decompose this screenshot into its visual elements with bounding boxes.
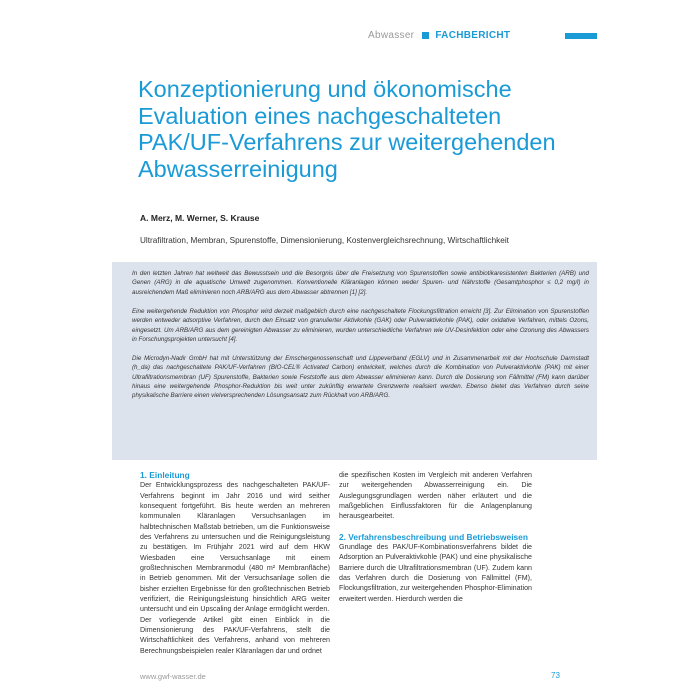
body-column-left [140,470,330,656]
running-header [368,30,510,41]
abstract-box [112,262,597,460]
abstract-paragraph: Die Microdyn-Nadir GmbH hat mit Unterstützung der Emschergenossenschaft und Lippeverband (EGLV) und in Zusammenarbeit mit der Hochschule Darmstadt (h_da) das nachgeschaltete PAK/UF-Verfahren (BIO-CEL® Activated Carbon) entwickelt, welches durch die Kombination von Pulveraktivkohle (PAK) mit einer Ultrafiltrationsmembran (UF) Spurenstoffe, Bakterien sowie Feststoffe aus dem Abwasser eliminieren kann. Durch die Dosierung von Fällmittel (FM) kann darüber hinaus eine weitergehende Phosphor-Reduktion bis weit unter zukünftig erwartete Grenzwerte realisiert werden. Ebenso bietet das Verfahren durch seine physikalische Barriere einen vielversprechenden Lösungsansatz zum Rückhalt von ARB/ARG. [132,354,589,400]
abstract-paragraph: Eine weitergehende Reduktion von Phosphor wird derzeit maßgeblich durch eine nachgeschaltete Flockungsfiltration erreicht [3]. Zur Elimination von Spurenstoffen werden entweder adsorptive Verfahren, durch den Einsatz von granulierter Aktivkohle (GAK) oder Pulveraktivkohle (PAK), oder oxidative Verfahren, mittels Ozons, eingesetzt. Um ARB/ARG aus dem gereinigten Abwasser zu eliminieren, wurden unterschiedliche Verfahren wie UV-Desinfektion oder eine Ozonung des Abwassers in Forschungsprojekten untersucht [4]. [132,307,589,343]
page-number: 73 [551,671,560,680]
body-paragraph-continued: die spezifischen Kosten im Vergleich mit anderen Verfahren zur weitergehenden Abwasserreinigung ein. Die Auslegungsgrundlagen werden näher erläutert und die maßgeblichen Einflussfaktoren für die Anlagenplanung herausgearbeitet. [339,471,532,521]
keywords: Ultrafiltration, Membran, Spurenstoffe, Dimensionierung, Kostenvergleichsrechnung, Wirtschaftlichkeit [140,236,509,245]
column-spacer [339,522,532,532]
body-paragraph: Grundlage des PAK/UF-Kombinationsverfahrens bildet die Adsorption an Pulveraktivkohle (PAK) und eine physikalische Barriere durch die Ultrafiltrationsmembran (UF). Zudem kann das Verfahren durch die Dosierung von Fällmittel (FM), Flockungsfiltration, zur weitergehenden Phosphor-Elimination erweitert werden. Hierdurch werden die [339,543,532,603]
footer-url: www.gwf-wasser.de [140,672,206,681]
header-section: Abwasser [368,30,415,41]
header-accent-bar [565,33,597,39]
body-column-right [339,470,532,604]
body-paragraph [140,615,330,656]
body-paragraph: Der Entwicklungsprozess des nachgeschalteten PAK/UF-Verfahrens beginnt im Jahr 2016 und wird seither konsequent fortgeführt. Bis heute werden an mehreren kommunalen Kläranlagen Versuchsanlagen im halbtechnischen Maßstab betrieben, um die Funktionsweise des Verfahrens zu untersuchen und die Reinigungsleistung zu bestätigen. Im Frühjahr 2021 wird auf dem HKW Wiesbaden eine Versuchsanlage mit einem großtechnischen Membranmodul (480 m² Membranfläche) in Betrieb genommen. Mit der Versuchsanlage sollen die bisher erzielten Ergebnisse für den großtechnischen Betrieb verifiziert, die Reinigungsleistung hinsichtlich ARG weiter untersucht und ein Upscaling der Anlage ermöglicht werden. [140,481,330,614]
article-title: Konzeptionierung und ökonomische Evaluation eines nachgeschalteten PAK/UF-Verfahrens zur weitergehenden Abwasserreinigung [138,76,556,182]
abstract-paragraph: In den letzten Jahren hat weltweit das Bewusstsein und die Besorgnis über die Freisetzung von Spurenstoffen sowie antibiotikaresistenten Bakterien (ARB) und Genen (ARG) in die aquatische Umwelt zugenommen. Konventionelle Kläranlagen können weder Spuren- und Nährstoffe (Gesamtphosphor ≤ 0,2 mg/l) in ausreichendem Maß eliminieren noch ARB/ARG aus dem Abwasser abtrennen [1] [2]. [132,270,589,296]
section-heading-1: 1. Einleitung [140,470,190,480]
section-heading-2: 2. Verfahrensbeschreibung und Betriebsweisen [339,531,528,542]
body-paragraph-start: Der vorliegende Artikel gibt einen Einblick in die Dimensionierung des PAK/UF-Verfahrens, stellt die Wirtschaftlichkeit des Verfahrens, anhand von mehreren Berechnungsbeispielen realer Kläranlagen dar und ordnet [140,615,330,655]
header-category: FACHBERICHT [435,30,511,41]
header-square-icon [422,32,429,39]
authors: A. Merz, M. Werner, S. Krause [140,213,260,223]
